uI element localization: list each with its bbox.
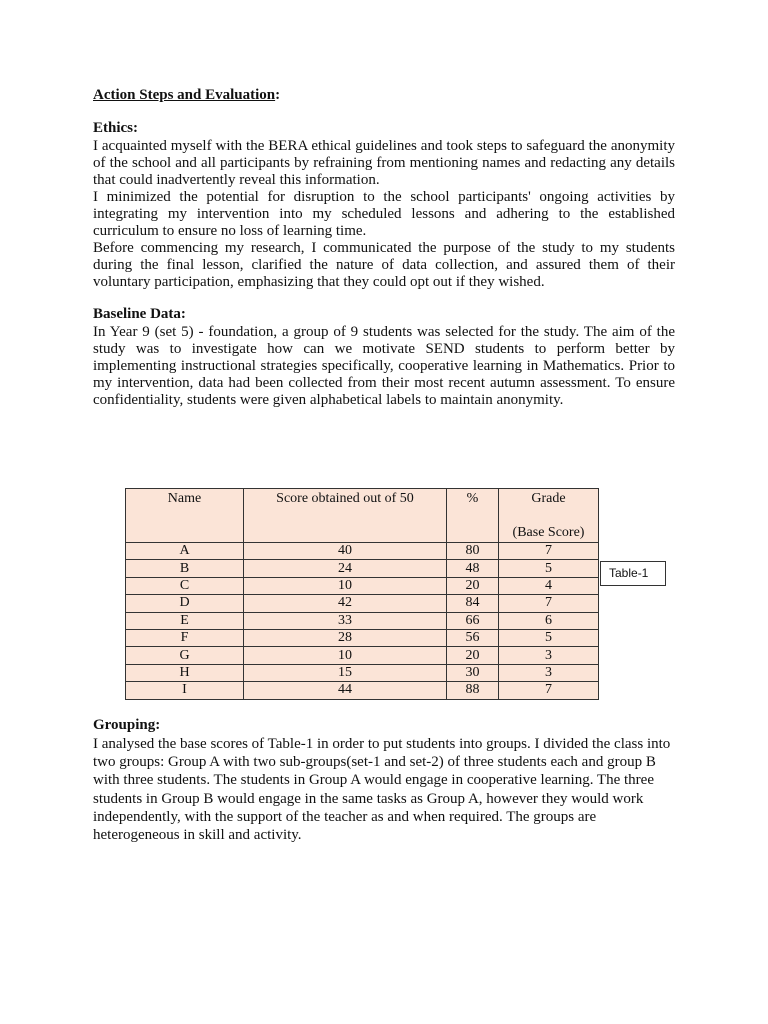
cell-grade: 3: [499, 664, 599, 681]
cell-grade: 7: [499, 543, 599, 560]
title-text: Action Steps and Evaluation: [93, 87, 276, 103]
table-row: [126, 612, 599, 629]
ethics-paragraph-3: Before commencing my research, I communicated the purpose of the study to my students during the final lesson, clarified the nature of data collection, and assured them of their voluntary participation, emphasizing that they could opt out if they wished.: [93, 240, 675, 290]
table-row: [126, 577, 599, 594]
cell-score: 28: [244, 629, 447, 646]
cell-name: G: [126, 647, 244, 664]
cell-grade: 5: [499, 629, 599, 646]
header-grade: [499, 489, 599, 543]
grouping-section: [93, 716, 675, 844]
cell-score: 24: [244, 560, 447, 577]
cell-name: C: [126, 577, 244, 594]
cell-score: 40: [244, 543, 447, 560]
cell-score: 10: [244, 577, 447, 594]
cell-percent: 48: [447, 560, 499, 577]
header-percent: %: [447, 489, 499, 543]
scores-table: [125, 488, 599, 700]
grouping-paragraph: I analysed the base scores of Table-1 in order to put students into groups. I divided the class into two groups: Group A with two sub-groups(set-1 and set-2) of three students each and group B with three students. The students in Group A would engage in cooperative learning. The three students in Group B would engage in the same tasks as Group A, however they would work independently, with the support of the teacher as and when required. The groups are heterogeneous in skill and activity.: [93, 736, 671, 844]
cell-percent: 30: [447, 664, 499, 681]
table-row: [126, 629, 599, 646]
document-page: [93, 86, 675, 409]
cell-name: B: [126, 560, 244, 577]
cell-grade: 3: [499, 647, 599, 664]
cell-grade: 7: [499, 595, 599, 612]
cell-name: F: [126, 629, 244, 646]
ethics-heading: Ethics:: [93, 120, 138, 136]
cell-grade: 5: [499, 560, 599, 577]
cell-percent: 80: [447, 543, 499, 560]
header-grade-sub: (Base Score): [512, 525, 585, 540]
page-title: [93, 86, 675, 105]
cell-percent: 20: [447, 577, 499, 594]
cell-percent: 56: [447, 629, 499, 646]
cell-percent: 20: [447, 647, 499, 664]
cell-percent: 84: [447, 595, 499, 612]
table-row: [126, 647, 599, 664]
table-row: [126, 682, 599, 699]
cell-grade: 4: [499, 577, 599, 594]
header-grade-label: Grade: [531, 491, 566, 506]
grouping-heading: Grouping:: [93, 717, 161, 733]
cell-name: D: [126, 595, 244, 612]
title-colon: :: [275, 87, 281, 103]
cell-grade: 6: [499, 612, 599, 629]
table-caption-box: Table-1: [600, 561, 666, 586]
cell-score: 15: [244, 664, 447, 681]
table-row: [126, 664, 599, 681]
cell-score: 42: [244, 595, 447, 612]
cell-percent: 88: [447, 682, 499, 699]
header-name: Name: [126, 489, 244, 543]
cell-score: 10: [244, 647, 447, 664]
cell-grade: 7: [499, 682, 599, 699]
baseline-heading: Baseline Data:: [93, 306, 186, 322]
cell-score: 33: [244, 612, 447, 629]
baseline-paragraph: In Year 9 (set 5) - foundation, a group of 9 students was selected for the study. The aim of the study was to investigate how can we motivate SEND students to perform better by implementing instructional strategies specifically, cooperative learning in Mathematics. Prior to my intervention, data had been collected from their most recent autumn assessment. To ensure confidentiality, students were given alphabetical labels to maintain anonymity.: [93, 324, 675, 408]
cell-score: 44: [244, 682, 447, 699]
table-row: [126, 560, 599, 577]
cell-name: A: [126, 543, 244, 560]
cell-name: E: [126, 612, 244, 629]
ethics-paragraph-1: I acquainted myself with the BERA ethical guidelines and took steps to safeguard the anonymity of the school and all participants by refraining from mentioning names and redacting any details that could inadvertently reveal this information.: [93, 138, 675, 188]
cell-name: H: [126, 664, 244, 681]
cell-name: I: [126, 682, 244, 699]
header-score: Score obtained out of 50: [244, 489, 447, 543]
table-row: [126, 543, 599, 560]
ethics-paragraph-2: I minimized the potential for disruption to the school participants' ongoing activities by integrating my intervention into my scheduled lessons and adhering to the established curriculum to ensure no loss of learning time.: [93, 189, 675, 239]
table-row: [126, 595, 599, 612]
cell-percent: 66: [447, 612, 499, 629]
table-header-row: [126, 489, 599, 543]
